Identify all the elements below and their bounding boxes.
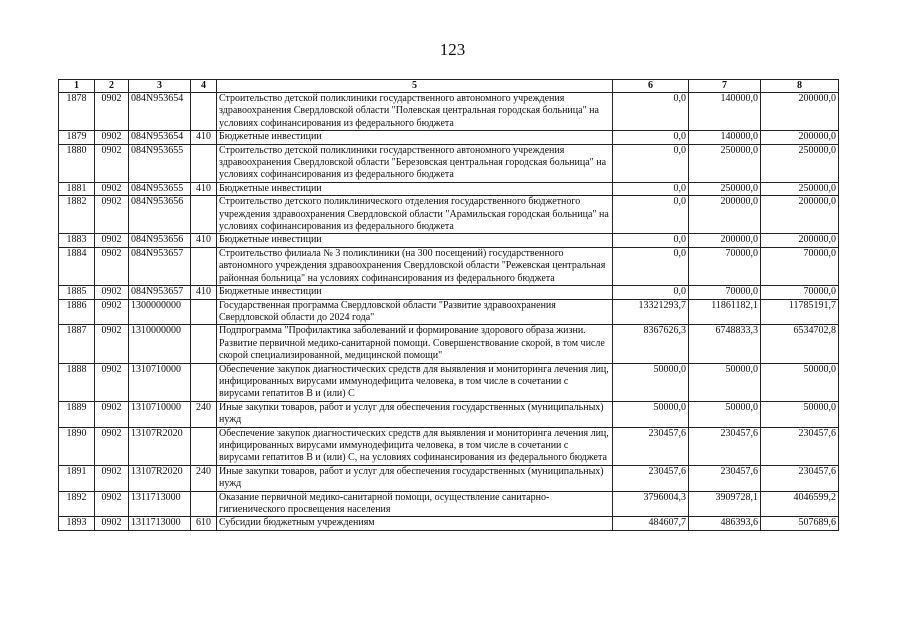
- section-code-cell: 0902: [95, 363, 129, 401]
- budget-table: [58, 79, 839, 531]
- row-number-cell: 1893: [59, 517, 95, 530]
- description-cell: Строительство детской поликлиники государственного автономного учреждения здравоохранения Свердловской области "Полевская центральная городская больница" на условиях софинансирования из федерального бюджета: [217, 93, 613, 131]
- section-code-cell: 0902: [95, 196, 129, 234]
- amount-col-6-cell: 0,0: [613, 182, 689, 195]
- header-col-4: 4: [191, 80, 217, 93]
- target-article-cell: 1310000000: [129, 325, 191, 363]
- amount-col-8-cell: 50000,0: [761, 401, 839, 427]
- amount-col-7-cell: 50000,0: [689, 363, 761, 401]
- amount-col-8-cell: 230457,6: [761, 427, 839, 465]
- row-number-cell: 1883: [59, 234, 95, 247]
- header-col-7: 7: [689, 80, 761, 93]
- expense-type-cell: [191, 247, 217, 285]
- amount-col-8-cell: 4046599,2: [761, 491, 839, 517]
- header-col-6: 6: [613, 80, 689, 93]
- amount-col-7-cell: 230457,6: [689, 427, 761, 465]
- target-article-cell: 1310710000: [129, 363, 191, 401]
- section-code-cell: 0902: [95, 465, 129, 491]
- amount-col-6-cell: 0,0: [613, 131, 689, 144]
- description-cell: Строительство филиала № 3 поликлиники (на 300 посещений) государственного автономного учреждения здравоохранения Свердловской области "Режевская центральная районная больница" на условиях софинансирования из федерального бюджета: [217, 247, 613, 285]
- description-cell: Бюджетные инвестиции: [217, 131, 613, 144]
- section-code-cell: 0902: [95, 325, 129, 363]
- row-number-cell: 1888: [59, 363, 95, 401]
- amount-col-8-cell: 507689,6: [761, 517, 839, 530]
- header-col-1: 1: [59, 80, 95, 93]
- amount-col-7-cell: 70000,0: [689, 247, 761, 285]
- row-number-cell: 1879: [59, 131, 95, 144]
- section-code-cell: 0902: [95, 247, 129, 285]
- row-number-cell: 1884: [59, 247, 95, 285]
- expense-type-cell: [191, 93, 217, 131]
- description-cell: Иные закупки товаров, работ и услуг для обеспечения государственных (муниципальных) нужд: [217, 465, 613, 491]
- amount-col-8-cell: 250000,0: [761, 182, 839, 195]
- header-col-8: 8: [761, 80, 839, 93]
- row-number-cell: 1890: [59, 427, 95, 465]
- description-cell: Подпрограмма "Профилактика заболеваний и формирование здорового образа жизни. Развитие первичной медико-санитарной помощи. Совершенствование скорой, в том числе скорой специализированной, медицинской помощи": [217, 325, 613, 363]
- amount-col-6-cell: 13321293,7: [613, 299, 689, 325]
- amount-col-6-cell: 8367626,3: [613, 325, 689, 363]
- row-number-cell: 1885: [59, 286, 95, 299]
- amount-col-7-cell: 70000,0: [689, 286, 761, 299]
- row-number-cell: 1892: [59, 491, 95, 517]
- table-row: [59, 247, 839, 285]
- table-row: [59, 182, 839, 195]
- section-code-cell: 0902: [95, 401, 129, 427]
- amount-col-6-cell: 230457,6: [613, 427, 689, 465]
- expense-type-cell: [191, 196, 217, 234]
- table-row: [59, 299, 839, 325]
- expense-type-cell: 410: [191, 234, 217, 247]
- table-row: [59, 325, 839, 363]
- amount-col-6-cell: 0,0: [613, 234, 689, 247]
- description-cell: Субсидии бюджетным учреждениям: [217, 517, 613, 530]
- amount-col-8-cell: 200000,0: [761, 234, 839, 247]
- table-row: [59, 427, 839, 465]
- amount-col-6-cell: 0,0: [613, 93, 689, 131]
- amount-col-8-cell: 70000,0: [761, 286, 839, 299]
- target-article-cell: 084N953655: [129, 144, 191, 182]
- expense-type-cell: [191, 491, 217, 517]
- amount-col-7-cell: 200000,0: [689, 196, 761, 234]
- row-number-cell: 1881: [59, 182, 95, 195]
- target-article-cell: 084N953656: [129, 234, 191, 247]
- expense-type-cell: 410: [191, 182, 217, 195]
- amount-col-6-cell: 0,0: [613, 247, 689, 285]
- header-col-3: 3: [129, 80, 191, 93]
- amount-col-8-cell: 11785191,7: [761, 299, 839, 325]
- section-code-cell: 0902: [95, 93, 129, 131]
- amount-col-6-cell: 484607,7: [613, 517, 689, 530]
- amount-col-6-cell: 50000,0: [613, 363, 689, 401]
- expense-type-cell: [191, 144, 217, 182]
- header-col-5: 5: [217, 80, 613, 93]
- expense-type-cell: 240: [191, 465, 217, 491]
- header-row: [59, 80, 839, 93]
- amount-col-6-cell: 0,0: [613, 286, 689, 299]
- amount-col-8-cell: 250000,0: [761, 144, 839, 182]
- amount-col-7-cell: 6748833,3: [689, 325, 761, 363]
- amount-col-8-cell: 50000,0: [761, 363, 839, 401]
- expense-type-cell: 410: [191, 131, 217, 144]
- amount-col-7-cell: 230457,6: [689, 465, 761, 491]
- target-article-cell: 1311713000: [129, 517, 191, 530]
- description-cell: Государственная программа Свердловской области "Развитие здравоохранения Свердловской области до 2024 года": [217, 299, 613, 325]
- amount-col-7-cell: 3909728,1: [689, 491, 761, 517]
- description-cell: Оказание первичной медико-санитарной помощи, осуществление санитарно-гигиенического просвещения населения: [217, 491, 613, 517]
- amount-col-6-cell: 0,0: [613, 144, 689, 182]
- section-code-cell: 0902: [95, 427, 129, 465]
- amount-col-8-cell: 230457,6: [761, 465, 839, 491]
- description-cell: Обеспечение закупок диагностических средств для выявления и мониторинга лечения лиц, инфицированных вирусами иммунодефицита человека, в том числе в сочетании с вирусами гепатитов B и (или) C, на условиях софинансирования из федерального бюджета: [217, 427, 613, 465]
- page-number: 123: [439, 40, 466, 59]
- table-row: [59, 465, 839, 491]
- row-number-cell: 1886: [59, 299, 95, 325]
- amount-col-8-cell: 6534702,8: [761, 325, 839, 363]
- row-number-cell: 1891: [59, 465, 95, 491]
- section-code-cell: 0902: [95, 182, 129, 195]
- target-article-cell: 13107R2020: [129, 465, 191, 491]
- description-cell: Бюджетные инвестиции: [217, 234, 613, 247]
- expense-type-cell: [191, 363, 217, 401]
- target-article-cell: 13107R2020: [129, 427, 191, 465]
- amount-col-7-cell: 11861182,1: [689, 299, 761, 325]
- description-cell: Иные закупки товаров, работ и услуг для обеспечения государственных (муниципальных) нужд: [217, 401, 613, 427]
- amount-col-8-cell: 200000,0: [761, 131, 839, 144]
- amount-col-7-cell: 200000,0: [689, 234, 761, 247]
- table-row: [59, 234, 839, 247]
- description-cell: Строительство детского поликлинического отделения государственного бюджетного учреждения здравоохранения Свердловской области "Арамильская городская больница" на условиях софинансирования из федерального бюджета: [217, 196, 613, 234]
- table-row: [59, 286, 839, 299]
- table-row: [59, 363, 839, 401]
- row-number-cell: 1882: [59, 196, 95, 234]
- target-article-cell: 1311713000: [129, 491, 191, 517]
- amount-col-6-cell: 230457,6: [613, 465, 689, 491]
- table-row: [59, 491, 839, 517]
- section-code-cell: 0902: [95, 299, 129, 325]
- target-article-cell: 1310710000: [129, 401, 191, 427]
- target-article-cell: 084N953655: [129, 182, 191, 195]
- row-number-cell: 1889: [59, 401, 95, 427]
- target-article-cell: 084N953654: [129, 93, 191, 131]
- section-code-cell: 0902: [95, 144, 129, 182]
- target-article-cell: 084N953657: [129, 247, 191, 285]
- table-row: [59, 131, 839, 144]
- header-col-2: 2: [95, 80, 129, 93]
- amount-col-6-cell: 0,0: [613, 196, 689, 234]
- amount-col-7-cell: 486393,6: [689, 517, 761, 530]
- section-code-cell: 0902: [95, 286, 129, 299]
- section-code-cell: 0902: [95, 131, 129, 144]
- table-row: [59, 401, 839, 427]
- table-row: [59, 196, 839, 234]
- amount-col-7-cell: 140000,0: [689, 131, 761, 144]
- amount-col-8-cell: 200000,0: [761, 93, 839, 131]
- amount-col-6-cell: 3796004,3: [613, 491, 689, 517]
- description-cell: Обеспечение закупок диагностических средств для выявления и мониторинга лечения лиц, инфицированных вирусами иммунодефицита человека, в том числе в сочетании с вирусами гепатитов B и (или) C: [217, 363, 613, 401]
- expense-type-cell: 610: [191, 517, 217, 530]
- table-row: [59, 517, 839, 530]
- description-cell: Бюджетные инвестиции: [217, 286, 613, 299]
- amount-col-8-cell: 70000,0: [761, 247, 839, 285]
- table-row: [59, 93, 839, 131]
- row-number-cell: 1887: [59, 325, 95, 363]
- amount-col-7-cell: 50000,0: [689, 401, 761, 427]
- expense-type-cell: 410: [191, 286, 217, 299]
- description-cell: Строительство детской поликлиники государственного автономного учреждения здравоохранения Свердловской области "Березовская центральная городская больница" на условиях софинансирования из федерального бюджета: [217, 144, 613, 182]
- target-article-cell: 084N953657: [129, 286, 191, 299]
- table-row: [59, 144, 839, 182]
- table-body: [59, 93, 839, 531]
- amount-col-7-cell: 140000,0: [689, 93, 761, 131]
- expense-type-cell: 240: [191, 401, 217, 427]
- amount-col-7-cell: 250000,0: [689, 182, 761, 195]
- expense-type-cell: [191, 325, 217, 363]
- row-number-cell: 1880: [59, 144, 95, 182]
- amount-col-8-cell: 200000,0: [761, 196, 839, 234]
- expense-type-cell: [191, 427, 217, 465]
- section-code-cell: 0902: [95, 491, 129, 517]
- expense-type-cell: [191, 299, 217, 325]
- description-cell: Бюджетные инвестиции: [217, 182, 613, 195]
- target-article-cell: 084N953656: [129, 196, 191, 234]
- section-code-cell: 0902: [95, 234, 129, 247]
- row-number-cell: 1878: [59, 93, 95, 131]
- amount-col-7-cell: 250000,0: [689, 144, 761, 182]
- target-article-cell: 1300000000: [129, 299, 191, 325]
- amount-col-6-cell: 50000,0: [613, 401, 689, 427]
- target-article-cell: 084N953654: [129, 131, 191, 144]
- section-code-cell: 0902: [95, 517, 129, 530]
